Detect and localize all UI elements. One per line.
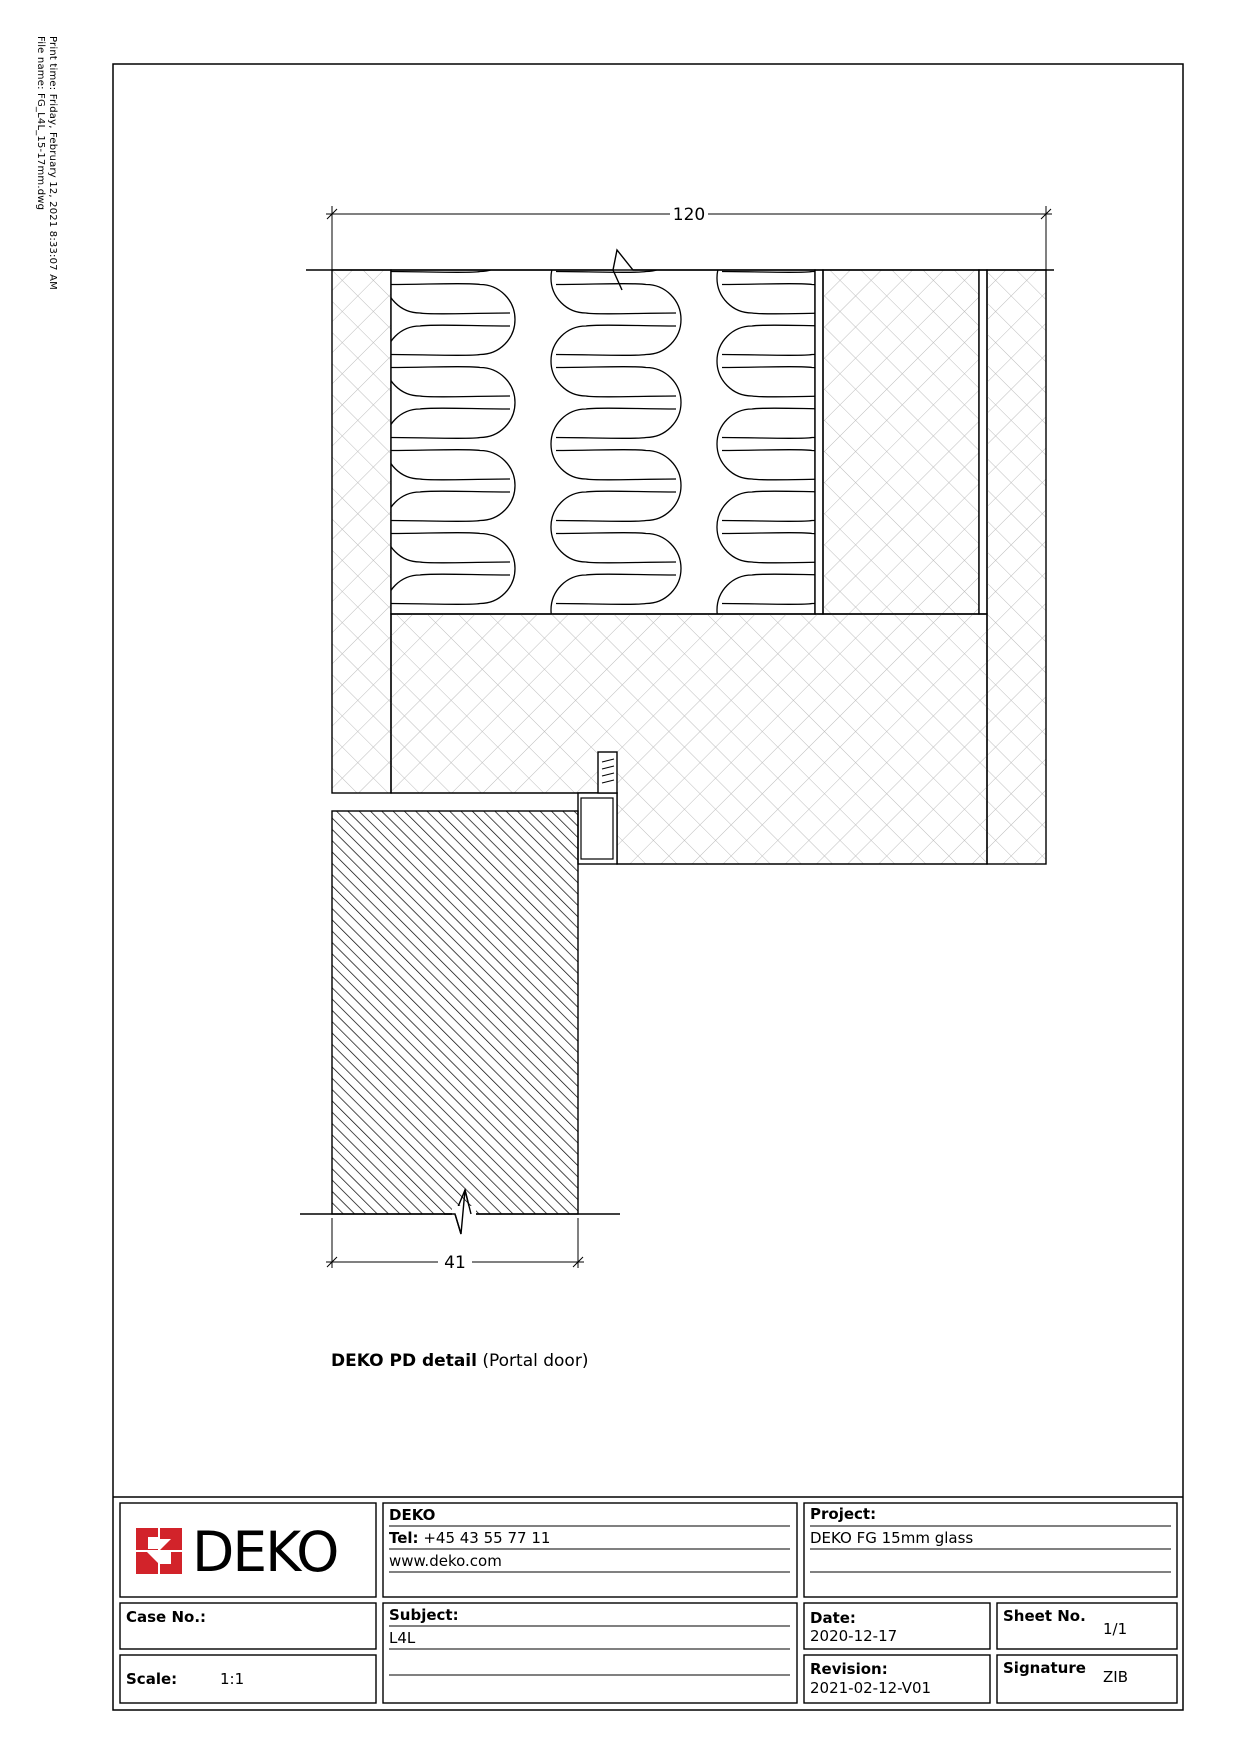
caption-title: DEKO PD detail xyxy=(331,1351,477,1371)
door-leaf xyxy=(332,811,578,1214)
thin-strip-2 xyxy=(979,270,987,614)
file-name: File name: FG_L4L_15-17mm.dwg xyxy=(35,36,46,211)
sheet-value: 1/1 xyxy=(1103,1620,1128,1638)
signature-label: Signature xyxy=(1003,1659,1086,1677)
subject-label: Subject: xyxy=(389,1606,459,1624)
deko-logo xyxy=(136,1520,358,1586)
caption-subtitle: (Portal door) xyxy=(482,1351,589,1371)
date-value: 2020-12-17 xyxy=(810,1627,898,1645)
date-label: Date: xyxy=(810,1609,856,1627)
project-value: DEKO FG 15mm glass xyxy=(810,1529,974,1547)
project-label: Project: xyxy=(810,1505,877,1523)
right-edge-strip xyxy=(987,270,1046,864)
print-time: Print time: Friday, February 12, 2021 8:33:07 AM xyxy=(47,36,58,290)
tel-label: Tel: xyxy=(389,1529,419,1547)
logo-wordmark: DEKO xyxy=(192,1520,338,1584)
revision-label: Revision: xyxy=(810,1660,888,1678)
sheet-label: Sheet No. xyxy=(1003,1607,1086,1625)
insulation-loop xyxy=(385,159,510,231)
top-break-line xyxy=(306,250,1054,270)
signature-value: ZIB xyxy=(1103,1668,1128,1686)
insulation-loop xyxy=(551,159,676,231)
case-label: Case No.: xyxy=(126,1608,207,1626)
company-name: DEKO xyxy=(389,1506,436,1524)
left-jamb-strip xyxy=(332,270,391,793)
title-block-rules xyxy=(389,1526,1171,1675)
inner-board xyxy=(823,270,979,614)
drawing-caption xyxy=(331,1351,588,1371)
dimension-bottom-label: 41 xyxy=(444,1253,466,1273)
scale-value: 1:1 xyxy=(220,1670,245,1688)
website: www.deko.com xyxy=(389,1552,502,1570)
scale-label: Scale: xyxy=(126,1670,178,1688)
tel-value: +45 43 55 77 11 xyxy=(423,1529,551,1547)
tel-line xyxy=(389,1529,550,1547)
insulation-loop xyxy=(722,201,847,273)
thin-strip xyxy=(815,270,823,614)
insulation-loop xyxy=(717,159,842,231)
insulation-loop xyxy=(556,201,681,273)
revision-value: 2021-02-12-V01 xyxy=(810,1679,932,1697)
insulation-loop xyxy=(390,201,515,273)
subject-value: L4L xyxy=(389,1629,416,1647)
dimension-top-label: 120 xyxy=(672,205,706,225)
